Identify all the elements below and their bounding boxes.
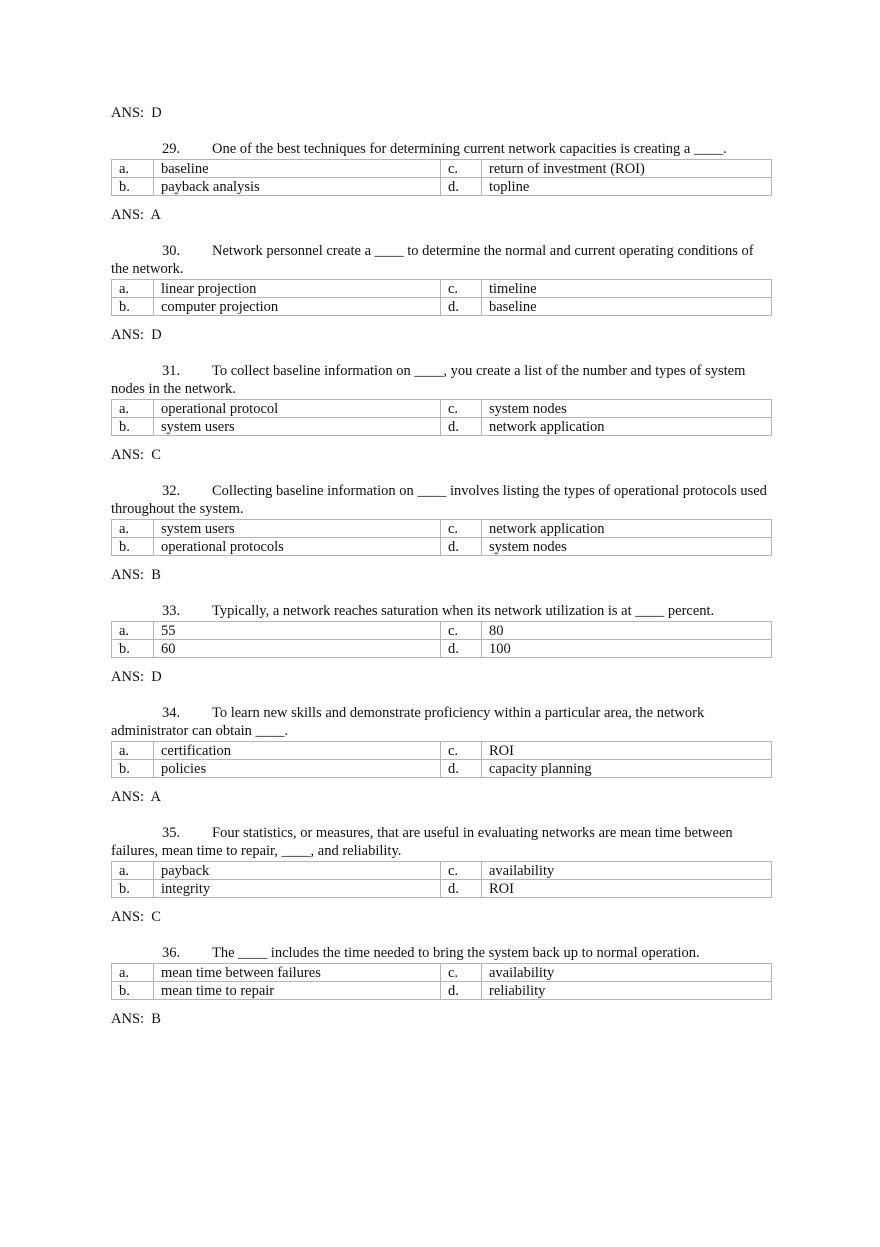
- answer-label: ANS:: [111, 105, 145, 121]
- option-letter: d.: [441, 538, 482, 556]
- options-table: [111, 741, 772, 778]
- question-list: [111, 140, 771, 1028]
- option-text: linear projection: [154, 280, 441, 298]
- question-text-continued: system nodes in the network.: [111, 363, 746, 397]
- question-stem: [111, 824, 771, 860]
- answer-line: [111, 446, 771, 464]
- option-letter: b.: [112, 178, 154, 196]
- option-text: 60: [154, 640, 441, 658]
- question-block: [111, 602, 771, 686]
- question-number: 34.: [162, 705, 181, 721]
- options-row: [112, 862, 772, 880]
- question-text: The ____ includes the time needed to bring the system back up to normal operation.: [212, 945, 700, 961]
- question-number: 35.: [162, 825, 181, 841]
- option-letter: c.: [441, 964, 482, 982]
- answer-line: [111, 326, 771, 344]
- answer-label: ANS:: [111, 669, 145, 685]
- answer-value: D: [151, 105, 162, 121]
- answer-label: ANS:: [111, 789, 145, 805]
- question-number: 33.: [162, 603, 181, 619]
- answer-label: ANS:: [111, 567, 145, 583]
- options-table: [111, 519, 772, 556]
- options-row: [112, 640, 772, 658]
- options-row: [112, 742, 772, 760]
- answer-line: [111, 206, 771, 224]
- option-letter: a.: [112, 520, 154, 538]
- answer-label: ANS:: [111, 1011, 145, 1027]
- option-text: integrity: [154, 880, 441, 898]
- option-letter: a.: [112, 280, 154, 298]
- question-text-continued: between failures, mean time to repair, ____, and reliability.: [111, 825, 733, 859]
- option-text: ROI: [482, 880, 772, 898]
- answer-value: B: [151, 567, 161, 583]
- question-number: 31.: [162, 363, 181, 379]
- question-number: 29.: [162, 141, 181, 157]
- option-letter: b.: [112, 640, 154, 658]
- option-letter: a.: [112, 862, 154, 880]
- option-text: capacity planning: [482, 760, 772, 778]
- question-stem: [111, 704, 771, 740]
- options-row: [112, 982, 772, 1000]
- option-letter: a.: [112, 742, 154, 760]
- option-letter: b.: [112, 982, 154, 1000]
- question-stem: [111, 602, 771, 620]
- option-text: ROI: [482, 742, 772, 760]
- option-text: availability: [482, 964, 772, 982]
- options-table: [111, 963, 772, 1000]
- answer-line: [111, 566, 771, 584]
- option-letter: b.: [112, 538, 154, 556]
- answer-value: D: [151, 327, 162, 343]
- option-letter: c.: [441, 742, 482, 760]
- option-letter: a.: [112, 160, 154, 178]
- option-letter: d.: [441, 178, 482, 196]
- question-text: Four statistics, or measures, that are useful in evaluating networks are mean time: [212, 825, 681, 841]
- option-text: computer projection: [154, 298, 441, 316]
- question-stem: [111, 944, 771, 962]
- question-stem: [111, 242, 771, 278]
- options-row: [112, 760, 772, 778]
- options-row: [112, 520, 772, 538]
- option-letter: c.: [441, 160, 482, 178]
- option-text: reliability: [482, 982, 772, 1000]
- question-text-continued: conditions of the network.: [111, 243, 754, 277]
- option-text: system nodes: [482, 400, 772, 418]
- option-text: baseline: [482, 298, 772, 316]
- question-number: 36.: [162, 945, 181, 961]
- question-stem: [111, 140, 771, 158]
- question-block: [111, 944, 771, 1028]
- question-stem: [111, 482, 771, 518]
- options-table: [111, 621, 772, 658]
- question-stem: [111, 362, 771, 398]
- option-letter: d.: [441, 298, 482, 316]
- option-letter: d.: [441, 982, 482, 1000]
- option-text: mean time to repair: [154, 982, 441, 1000]
- option-letter: c.: [441, 400, 482, 418]
- options-table: [111, 279, 772, 316]
- answer-value: D: [151, 669, 162, 685]
- option-letter: b.: [112, 880, 154, 898]
- option-text: topline: [482, 178, 772, 196]
- option-letter: c.: [441, 280, 482, 298]
- options-table: [111, 861, 772, 898]
- question-text: Network personnel create a ____ to determine the normal and current operating: [212, 243, 674, 259]
- options-row: [112, 178, 772, 196]
- option-letter: c.: [441, 622, 482, 640]
- answer-label: ANS:: [111, 327, 145, 343]
- option-text: mean time between failures: [154, 964, 441, 982]
- option-text: system nodes: [482, 538, 772, 556]
- question-text: To learn new skills and demonstrate proficiency within a particular area, the network: [212, 705, 705, 721]
- question-number: 30.: [162, 243, 181, 259]
- answer-label: ANS:: [111, 909, 145, 925]
- options-row: [112, 538, 772, 556]
- question-block: [111, 704, 771, 806]
- question-number: 32.: [162, 483, 181, 499]
- answer-value: C: [151, 909, 161, 925]
- option-letter: d.: [441, 640, 482, 658]
- options-row: [112, 400, 772, 418]
- option-text: timeline: [482, 280, 772, 298]
- answer-value: C: [151, 447, 161, 463]
- question-text: Typically, a network reaches saturation when its network utilization is at ____ percent.: [212, 603, 715, 619]
- option-letter: a.: [112, 400, 154, 418]
- option-text: 80: [482, 622, 772, 640]
- options-row: [112, 160, 772, 178]
- option-text: operational protocol: [154, 400, 441, 418]
- option-text: policies: [154, 760, 441, 778]
- option-letter: c.: [441, 862, 482, 880]
- option-text: network application: [482, 418, 772, 436]
- question-text-continued: ____.: [693, 141, 727, 157]
- option-text: return of investment (ROI): [482, 160, 772, 178]
- option-letter: a.: [112, 622, 154, 640]
- answer-line: [111, 788, 771, 806]
- answer-label: ANS:: [111, 207, 145, 223]
- option-letter: b.: [112, 760, 154, 778]
- option-text: certification: [154, 742, 441, 760]
- options-row: [112, 880, 772, 898]
- options-row: [112, 622, 772, 640]
- option-letter: a.: [112, 964, 154, 982]
- option-letter: c.: [441, 520, 482, 538]
- answer-line: [111, 908, 771, 926]
- option-text: baseline: [154, 160, 441, 178]
- option-letter: d.: [441, 418, 482, 436]
- question-text-continued: administrator can obtain ____.: [111, 723, 289, 739]
- option-text: system users: [154, 418, 441, 436]
- option-text: system users: [154, 520, 441, 538]
- options-row: [112, 964, 772, 982]
- option-text: payback analysis: [154, 178, 441, 196]
- question-block: [111, 824, 771, 926]
- question-block: [111, 482, 771, 584]
- answer-line: [111, 668, 771, 686]
- option-text: 100: [482, 640, 772, 658]
- answer-value: B: [151, 1011, 161, 1027]
- answer-value: A: [150, 789, 161, 805]
- options-row: [112, 298, 772, 316]
- question-text: To collect baseline information on ____, you create a list of the number and types of: [212, 363, 702, 379]
- options-row: [112, 280, 772, 298]
- options-row: [112, 418, 772, 436]
- question-block: [111, 242, 771, 344]
- option-text: availability: [482, 862, 772, 880]
- quiz-page: [111, 104, 771, 1046]
- question-text-continued: protocols used throughout the system.: [111, 483, 767, 517]
- previous-answer: [111, 104, 771, 122]
- option-letter: b.: [112, 298, 154, 316]
- question-block: [111, 140, 771, 224]
- question-text: Collecting baseline information on ____ involves listing the types of operational: [212, 483, 680, 499]
- answer-line: [111, 1010, 771, 1028]
- option-text: payback: [154, 862, 441, 880]
- option-text: operational protocols: [154, 538, 441, 556]
- question-text: One of the best techniques for determining current network capacities is creating a: [212, 141, 691, 157]
- option-letter: d.: [441, 760, 482, 778]
- option-text: network application: [482, 520, 772, 538]
- option-letter: d.: [441, 880, 482, 898]
- option-text: 55: [154, 622, 441, 640]
- answer-label: ANS:: [111, 447, 145, 463]
- option-letter: b.: [112, 418, 154, 436]
- question-block: [111, 362, 771, 464]
- options-table: [111, 399, 772, 436]
- answer-value: A: [150, 207, 161, 223]
- options-table: [111, 159, 772, 196]
